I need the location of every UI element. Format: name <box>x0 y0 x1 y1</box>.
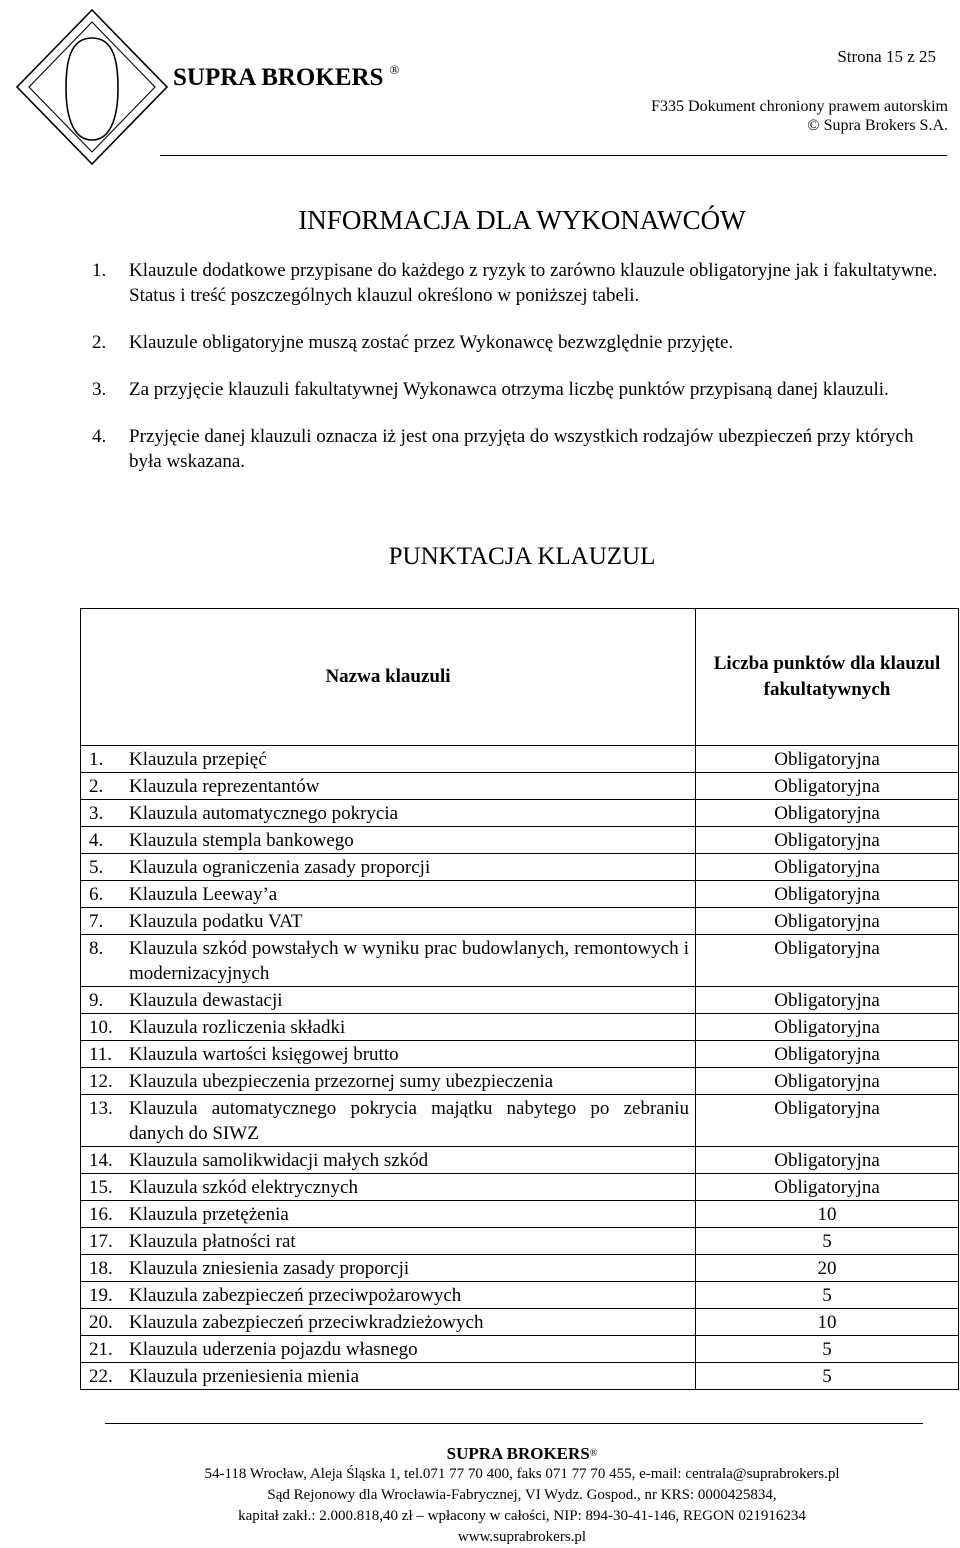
clause-name: Klauzula szkód elektrycznych <box>129 1177 358 1198</box>
table-row <box>81 1255 959 1282</box>
clause-name-cell <box>81 1147 696 1174</box>
clause-points: Obligatoryjna <box>696 1014 959 1041</box>
clause-name: Klauzula zniesienia zasady proporcji <box>129 1258 410 1279</box>
clause-points: Obligatoryjna <box>696 908 959 935</box>
clause-number: 12. <box>89 1071 113 1092</box>
clause-name: Klauzula przepięć <box>129 749 267 770</box>
table-row <box>81 1363 959 1390</box>
table-body <box>81 746 959 1390</box>
clause-number: 10. <box>89 1017 113 1038</box>
clause-name: Klauzula Leeway’a <box>129 884 278 905</box>
clause-points: Obligatoryjna <box>696 881 959 908</box>
footer-address: 54-118 Wrocław, Aleja Śląska 1, tel.071 77 70 400, faks 071 77 70 455, e-mail: centrala@suprabrokers.pl <box>204 1466 840 1482</box>
table-row <box>81 1147 959 1174</box>
clause-points: Obligatoryjna <box>696 854 959 881</box>
clause-name-cell <box>81 800 696 827</box>
clause-name-cell <box>81 1309 696 1336</box>
clause-name-cell <box>81 1095 696 1147</box>
clauses-table <box>80 608 959 1390</box>
clause-number: 6. <box>89 884 104 905</box>
table-row <box>81 773 959 800</box>
clause-points: Obligatoryjna <box>696 1095 959 1147</box>
clause-points: Obligatoryjna <box>696 1068 959 1095</box>
clause-name-cell <box>81 908 696 935</box>
clause-number: 18. <box>89 1258 113 1279</box>
clause-name-cell <box>81 1174 696 1201</box>
clause-number: 14. <box>89 1150 113 1171</box>
clause-name-cell <box>81 1255 696 1282</box>
copyright-line-2: © Supra Brokers S.A. <box>807 117 948 134</box>
clause-name: Klauzula samolikwidacji małych szkód <box>129 1150 429 1171</box>
clause-number: 19. <box>89 1285 113 1306</box>
copyright-note <box>651 97 948 135</box>
intro-item: 1. Klauzule dodatkowe przypisane do każdego z ryzyk to zarówno klauzule obligatoryjne jak i fakultatywne. Status i treść poszczególnych klauzul określono w poniższej tabeli. <box>92 260 938 306</box>
table-row <box>81 1174 959 1201</box>
footer-court: Sąd Rejonowy dla Wrocławia-Fabrycznej, VI Wydz. Gospod., nr KRS: 0000425834, <box>267 1487 777 1503</box>
clause-name-cell <box>81 1201 696 1228</box>
header-divider <box>160 155 947 156</box>
clause-number: 2. <box>89 776 104 797</box>
table-row <box>81 1282 959 1309</box>
clause-number: 16. <box>89 1204 113 1225</box>
table-row <box>81 908 959 935</box>
footer <box>0 1443 960 1548</box>
intro-item: 2. Klauzule obligatoryjne muszą zostać przez Wykonawcę bezwzględnie przyjęte. <box>92 332 734 353</box>
clause-points: Obligatoryjna <box>696 800 959 827</box>
clause-number: 3. <box>89 803 104 824</box>
clause-points: Obligatoryjna <box>696 1041 959 1068</box>
clause-name: Klauzula ograniczenia zasady proporcji <box>129 857 431 878</box>
clause-points: 5 <box>696 1228 959 1255</box>
table-row <box>81 800 959 827</box>
copyright-line-1: F335 Dokument chroniony prawem autorskim <box>651 98 948 115</box>
clause-name: Klauzula szkód powstałych w wyniku prac budowlanych, remontowych i modernizacyjnych <box>129 938 689 984</box>
clause-name: Klauzula reprezentantów <box>129 776 320 797</box>
table-row <box>81 1228 959 1255</box>
clause-name-cell <box>81 773 696 800</box>
clause-name-cell <box>81 1041 696 1068</box>
clause-name: Klauzula rozliczenia składki <box>129 1017 346 1038</box>
clause-points: 5 <box>696 1336 959 1363</box>
clause-number: 8. <box>89 938 104 959</box>
clause-name: Klauzula zabezpieczeń przeciwkradzieżowych <box>129 1312 484 1333</box>
clause-name-cell <box>81 827 696 854</box>
clause-name-cell <box>81 854 696 881</box>
clause-points: Obligatoryjna <box>696 987 959 1014</box>
intro-list <box>80 258 950 496</box>
clause-name-cell <box>81 1068 696 1095</box>
clause-name-cell <box>81 746 696 773</box>
header-brand: SUPRA BROKERS ® <box>173 62 400 91</box>
clause-name: Klauzula automatycznego pokrycia <box>129 803 399 824</box>
clause-points: Obligatoryjna <box>696 935 959 987</box>
clause-name-cell <box>81 1228 696 1255</box>
table-row <box>81 827 959 854</box>
clause-name: Klauzula dewastacji <box>129 990 283 1011</box>
clause-name-cell <box>81 935 696 987</box>
intro-item: 3. Za przyjęcie klauzuli fakultatywnej Wykonawca otrzyma liczbę punktów przypisaną danej klauzuli. <box>92 379 889 400</box>
clause-number: 21. <box>89 1339 113 1360</box>
table-row <box>81 987 959 1014</box>
footer-brand: SUPRA BROKERS® <box>446 1444 598 1463</box>
clause-name: Klauzula stempla bankowego <box>129 830 354 851</box>
intro-item: 4. Przyjęcie danej klauzuli oznacza iż jest ona przyjęta do wszystkich rodzajów ubezpieczeń przy których była wskazana. <box>92 426 914 472</box>
clause-number: 11. <box>89 1044 113 1065</box>
column-header-name: Nazwa klauzuli <box>81 609 696 746</box>
clause-number: 20. <box>89 1312 113 1333</box>
table-row <box>81 935 959 987</box>
column-header-points: Liczba punktów dla klauzul fakultatywnych <box>696 609 959 746</box>
clause-points: 20 <box>696 1255 959 1282</box>
clause-name-cell <box>81 1363 696 1390</box>
clause-number: 22. <box>89 1366 113 1387</box>
clause-number: 1. <box>89 749 104 770</box>
clause-points: Obligatoryjna <box>696 1147 959 1174</box>
table-header-row <box>81 609 959 746</box>
table-row <box>81 881 959 908</box>
clause-points: 10 <box>696 1201 959 1228</box>
table-row <box>81 1309 959 1336</box>
clause-number: 9. <box>89 990 104 1011</box>
clause-name: Klauzula wartości księgowej brutto <box>129 1044 399 1065</box>
clause-name: Klauzula przeniesienia mienia <box>129 1366 360 1387</box>
clause-number: 4. <box>89 830 104 851</box>
clause-name: Klauzula przetężenia <box>129 1204 289 1225</box>
clause-name: Klauzula automatycznego pokrycia majątku nabytego po zebraniu danych do SIWZ <box>129 1098 689 1144</box>
table-row <box>81 1095 959 1147</box>
clause-name: Klauzula zabezpieczeń przeciwpożarowych <box>129 1285 462 1306</box>
clause-points: Obligatoryjna <box>696 1174 959 1201</box>
table-row <box>81 1201 959 1228</box>
clause-points: 5 <box>696 1363 959 1390</box>
clause-points: 5 <box>696 1282 959 1309</box>
table-row <box>81 746 959 773</box>
clause-number: 13. <box>89 1098 113 1119</box>
clause-name: Klauzula uderzenia pojazdu własnego <box>129 1339 418 1360</box>
clause-name-cell <box>81 881 696 908</box>
clause-points: Obligatoryjna <box>696 746 959 773</box>
clause-name: Klauzula płatności rat <box>129 1231 296 1252</box>
clause-name-cell <box>81 987 696 1014</box>
supra-brokers-logo <box>14 8 170 166</box>
table-row <box>81 1014 959 1041</box>
table-row <box>81 854 959 881</box>
table-row <box>81 1068 959 1095</box>
clause-points: Obligatoryjna <box>696 773 959 800</box>
clause-number: 15. <box>89 1177 113 1198</box>
footer-website: www.suprabrokers.pl <box>457 1529 587 1545</box>
clause-points: Obligatoryjna <box>696 827 959 854</box>
section-title: PUNKTACJA KLAUZUL <box>388 543 656 570</box>
table-row <box>81 1336 959 1363</box>
clause-name-cell <box>81 1336 696 1363</box>
clause-name: Klauzula podatku VAT <box>129 911 303 932</box>
clause-number: 17. <box>89 1231 113 1252</box>
clause-name: Klauzula ubezpieczenia przezornej sumy ubezpieczenia <box>129 1071 554 1092</box>
footer-divider <box>105 1423 923 1424</box>
clause-number: 7. <box>89 911 104 932</box>
main-title: INFORMACJA DLA WYKONAWCÓW <box>298 205 746 235</box>
clause-number: 5. <box>89 857 104 878</box>
page-number: Strona 15 z 25 <box>837 47 936 66</box>
clause-name-cell <box>81 1282 696 1309</box>
clause-points: 10 <box>696 1309 959 1336</box>
table-row <box>81 1041 959 1068</box>
footer-capital: kapitał zakł.: 2.000.818,40 zł – wpłacony w całości, NIP: 894-30-41-146, REGON 021916234 <box>238 1508 806 1524</box>
clause-name-cell <box>81 1014 696 1041</box>
